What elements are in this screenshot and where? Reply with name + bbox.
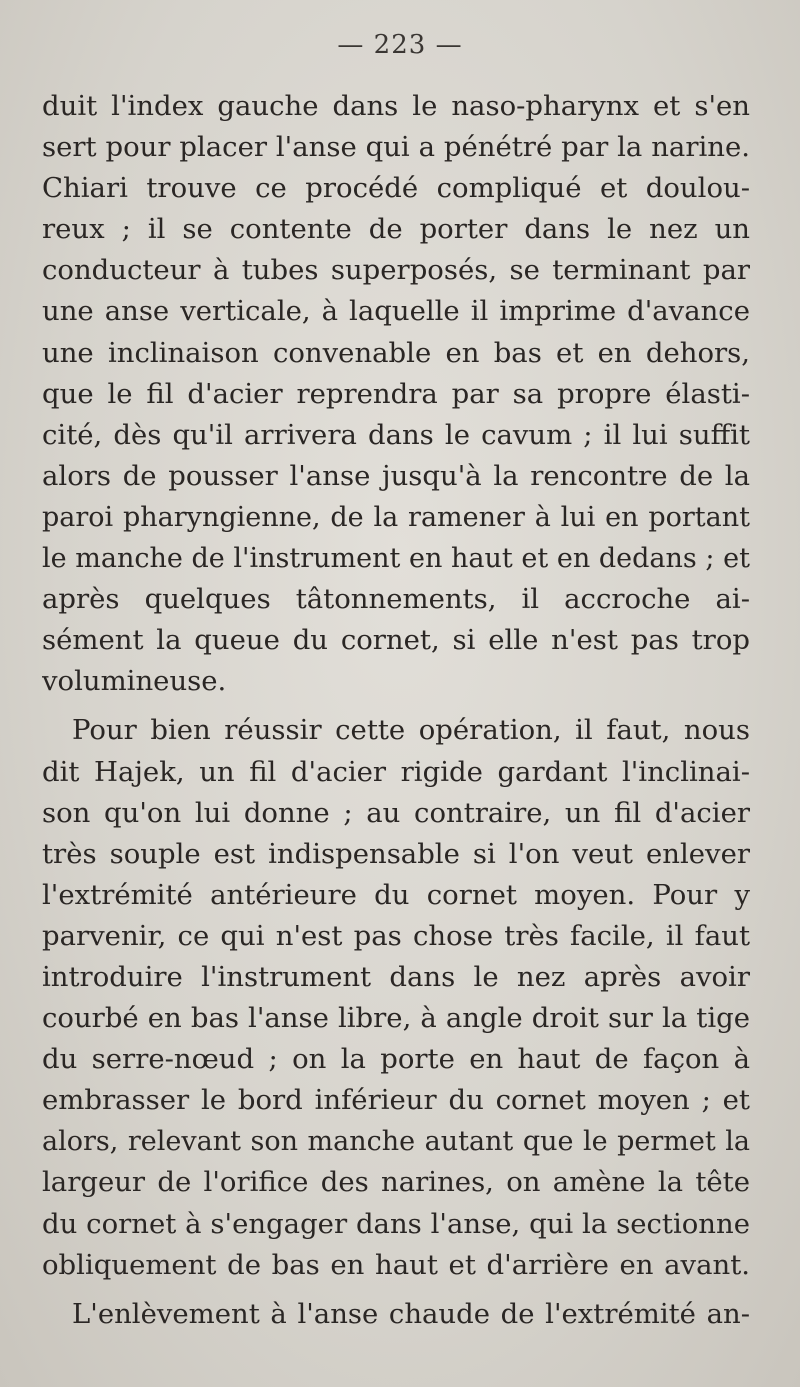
text-line: volumineuse. [42,665,227,698]
text-line: une inclinaison convenable en bas et en dehors, [42,336,750,369]
text-line: largeur de l'orifice des narines, on amène la tête [42,1166,750,1199]
text-line: embrasser le bord inférieur du cornet moyen ; et [42,1084,750,1117]
text-line: sément la queue du cornet, si elle n'est pas trop [42,624,750,657]
text-line: du cornet à s'engager dans l'anse, qui la sectionne [42,1207,750,1240]
text-line: parvenir, ce qui n'est pas chose très facile, il faut [42,919,750,952]
text-line: le manche de l'instrument en haut et en dedans ; et [42,543,750,575]
text-line: que le fil d'acier reprendra par sa propre élasti- [42,377,750,410]
paragraph-2 [42,710,750,1285]
paragraph-3 [42,1294,750,1335]
text-line: du serre-nœud ; on la porte en haut de façon à [42,1043,750,1076]
text-line: alors de pousser l'anse jusqu'à la rencontre de la [42,459,750,492]
page-number: — 223 — [337,30,463,60]
text-line: L'enlèvement à l'anse chaude de l'extrémité an- [72,1297,750,1330]
text-line: cité, dès qu'il arrivera dans le cavum ; il lui suffit [42,418,750,451]
text-line: duit l'index gauche dans le naso-pharynx et s'en [42,90,750,122]
body-text [42,86,750,1335]
paragraph-gap [42,1286,750,1294]
text-line: alors, relevant son manche autant que le permet la [42,1126,750,1158]
text-line: très souple est indispensable si l'on veut enlever [42,837,750,870]
text-line: conducteur à tubes superposés, se terminant par [42,254,750,287]
paragraph-1 [42,86,750,702]
text-line: l'extrémité antérieure du cornet moyen. Pour y [42,878,750,911]
text-line: courbé en bas l'anse libre, à angle droit sur la tige [42,1002,750,1035]
text-line: introduire l'instrument dans le nez après avoir [42,960,750,993]
text-line: paroi pharyngienne, de la ramener à lui en portant [42,501,750,533]
text-line: son qu'on lui donne ; au contraire, un fil d'acier [42,796,750,829]
text-line: Chiari trouve ce procédé compliqué et doulou- [42,172,750,205]
text-line: après quelques tâtonnements, il accroche ai- [42,583,750,616]
text-line: sert pour placer l'anse qui a pénétré par la narine. [42,131,750,164]
text-line: obliquement de bas en haut et d'arrière en avant. [42,1248,750,1281]
text-line: une anse verticale, à laquelle il imprime d'avance [42,295,750,328]
text-line: dit Hajek, un fil d'acier rigide gardant l'inclinai- [42,755,750,788]
text-line: Pour bien réussir cette opération, il faut, nous [72,714,750,747]
paragraph-gap [42,702,750,710]
text-line: reux ; il se contente de porter dans le nez un [42,213,750,246]
